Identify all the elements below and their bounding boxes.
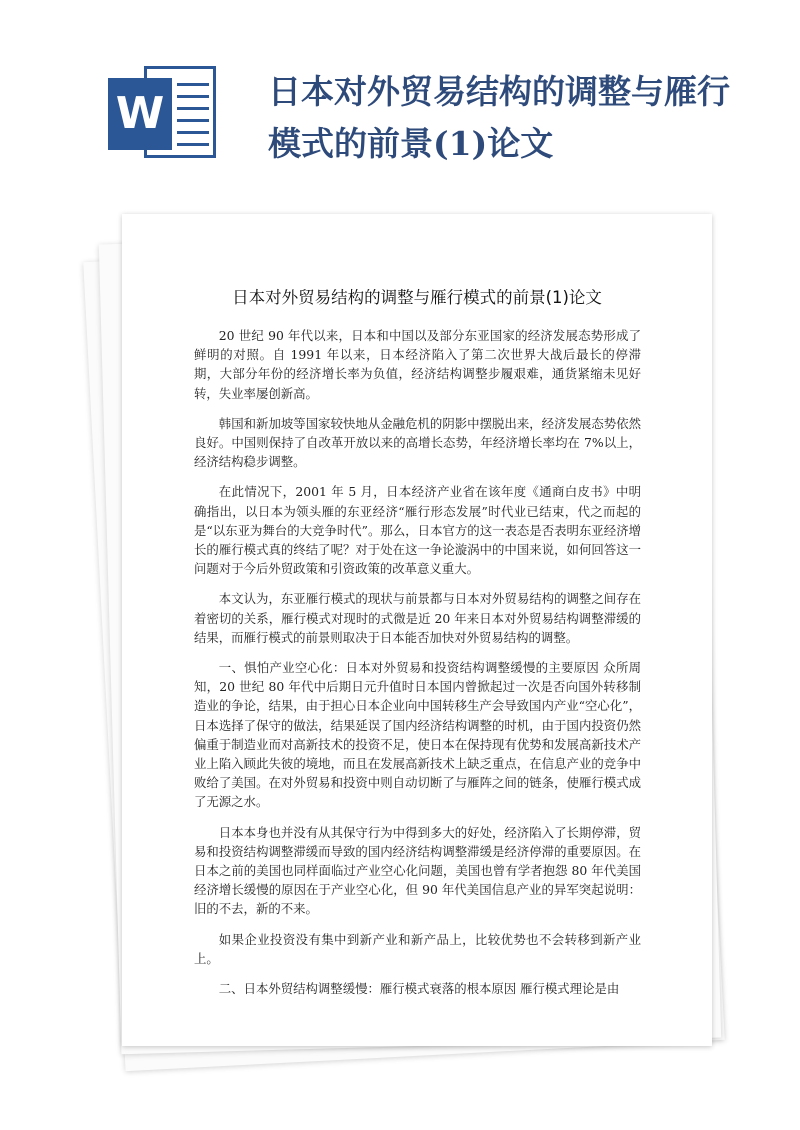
paragraph: 韩国和新加坡等国家较快地从金融危机的阴影中摆脱出来，经济发展态势依然良好。中国则保持了自改革开放以来的高增长态势，年经济增长率均在 7%以上，经济结构稳步调整。 (194, 415, 641, 470)
paragraph: 在此情况下，2001 年 5 月，日本经济产业省在该年度《通商白皮书》中明确指出，以日本为领头雁的东亚经济“雁行形态发展”时代业已结束，代之而起的是“以东亚为舞台的大竞争时代”。那么，日本官方的这一表态是否表明东亚经济增长的雁行模式真的终结了呢？对于处在这一争论漩涡中的中国来说，如何回答这一问题对于今后外贸政策和引资政策的改革意义重大。 (194, 484, 641, 577)
header-banner (0, 0, 800, 200)
word-logo-letter: W (108, 78, 172, 150)
paragraph: 一、惧怕产业空心化：日本对外贸易和投资结构调整缓慢的主要原因 众所周知，20 世纪 80 年代中后期日元升值时日本国内曾掀起过一次是否向国外转移制造业的争论，结果，由于担心日本企业向中国转移生产会导致国内产业“空心化”，日本选择了保守的做法，结果延误了国内经济结构调整的时机，由于国内投资仍然偏重于制造业而对高新技术的投资不足，使日本在保持现有优势和发展高新技术产业上陷入顾此失彼的境地，而且在发展高新技术上缺乏重点，在信息产业的竞争中败给了美国。在对外贸易和投资中则自动切断了与雁阵之间的链条，使雁行模式成了无源之水。 (194, 660, 641, 810)
document-title: 日本对外贸易结构的调整与雁行模式的前景(1)论文 (232, 288, 602, 307)
document-page (122, 214, 712, 1046)
word-document-icon (108, 62, 216, 162)
paragraph: 20 世纪 90 年代以来，日本和中国以及部分东亚国家的经济发展态势形成了鲜明的对照。自 1991 年以来，日本经济陷入了第二次世界大战后最长的停滞期，大部分年份的经济增长率为负值，经济结构调整步履艰难，通货紧缩未见好转，失业率屡创新高。 (194, 328, 641, 401)
paragraph: 二、日本外贸结构调整缓慢：雁行模式衰落的根本原因 雁行模式理论是由 (218, 981, 620, 997)
paragraph: 日本本身也并没有从其保守行为中得到多大的好处，经济陷入了长期停滞，贸易和投资结构调整滞缓而导致的国内经济结构调整滞缓是经济停滞的重要原因。在日本之前的美国也同样面临过产业空心化问题，美国也曾有学者抱怨 80 年代美国经济增长缓慢的原因在于产业空心化，但 90 年代美国信息产业的异军突起说明：旧的不去，新的不来。 (194, 824, 641, 917)
header-title: 日本对外贸易结构的调整与雁行模式的前景(1)论文 (268, 72, 730, 163)
document-body (194, 326, 641, 1009)
paragraph: 本文认为，东亚雁行模式的现状与前景都与日本对外贸易结构的调整之间存在着密切的关系，雁行模式对现时的式微是近 20 年来日本对外贸易结构调整滞缓的结果，而雁行模式的前景则取决于日本能否加快对外贸易结构的调整。 (194, 591, 641, 645)
paragraph: 如果企业投资没有集中到新产业和新产品上，比较优势也不会转移到新产业上。 (194, 931, 641, 966)
